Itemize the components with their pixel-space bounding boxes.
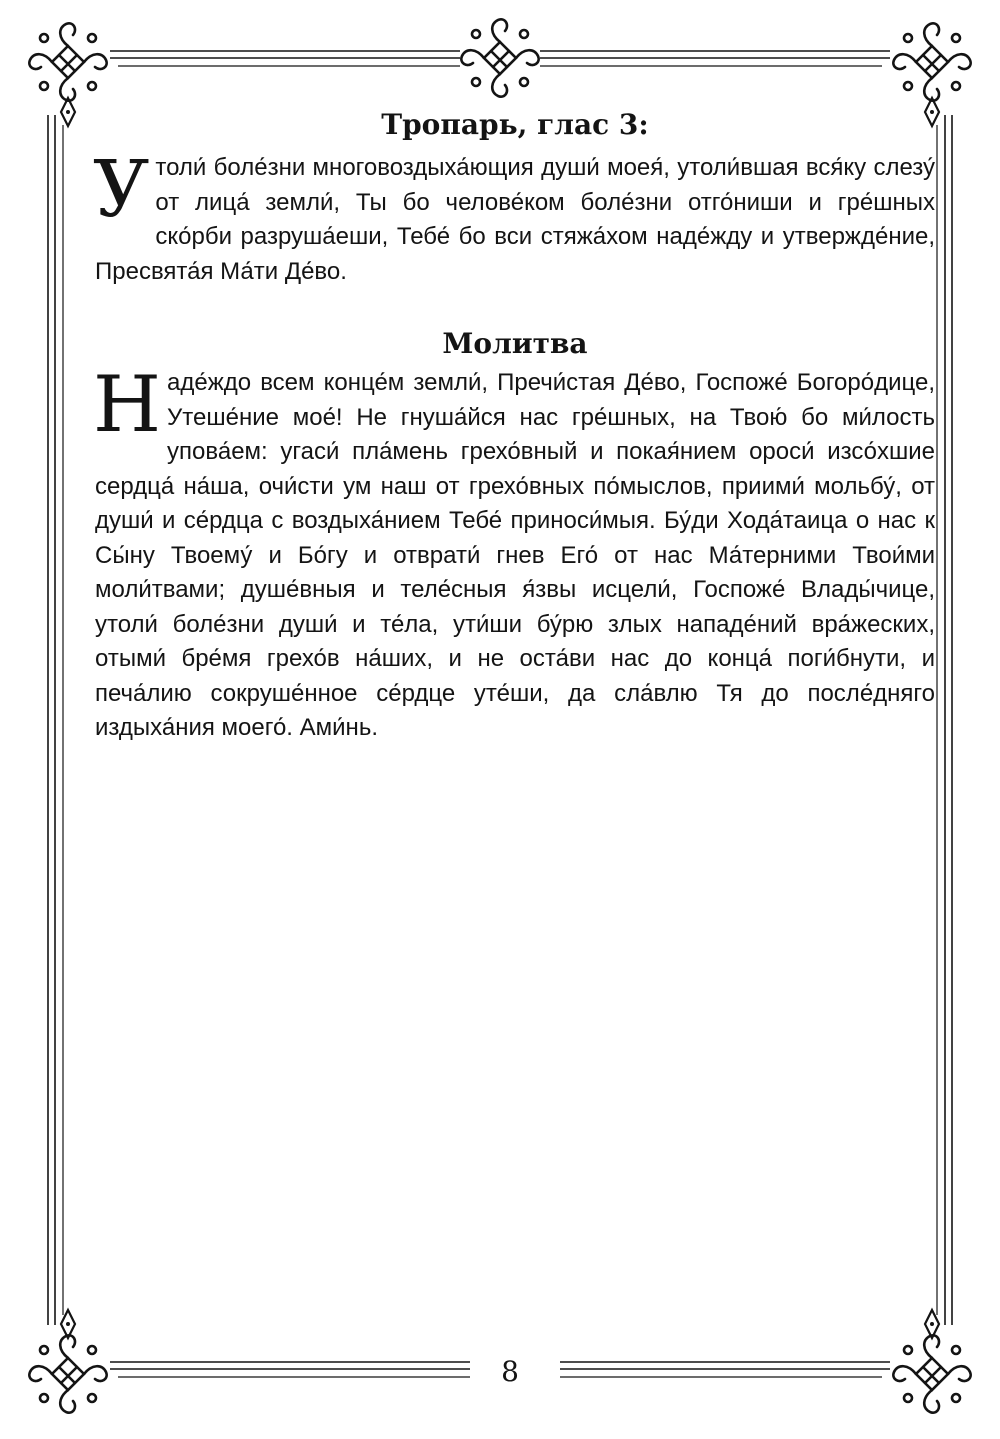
troparion-title: Тропарь, глас 3: — [381, 108, 649, 141]
top-center-ornament — [461, 19, 538, 96]
corner-ornament-top-left — [29, 23, 106, 100]
page-number: 8 — [501, 1355, 519, 1388]
troparion-drop-cap: У — [93, 145, 150, 235]
prayer-text — [93, 360, 935, 746]
prayer-drop-cap: Н — [93, 360, 162, 450]
corner-ornament-top-right — [893, 23, 970, 100]
prayer-title: Молитва — [442, 327, 588, 360]
corner-ornament-bottom-left — [29, 1335, 106, 1412]
page-content — [95, 108, 935, 746]
troparion-body: толи́ боле́зни многовоздыха́ющия души́ моея́, утоли́вшая вся́ку слезу́ от лица́ земли́, Ты бо челове́ком боле́зни отго́ниши и гре́шных ско́рби разруша́еши, Тебе́ бо вси стяжа́хом наде́жду и утвержде́ние, Пресвята́я Ма́ти Де́во. — [95, 154, 935, 285]
corner-ornament-bottom-right — [893, 1335, 970, 1412]
troparion-text — [93, 145, 935, 289]
prayer-body: аде́ждо всем конце́м земли́, Пречи́стая Де́во, Госпоже́ Богоро́дице, Утеше́ние мое́! Не гнуша́йся нас гре́шных, на Твою́ бо ми́лость упова́ем: угаси́ пла́мень грехо́вный и покая́нием ороси́ изсо́хшие сердца́ на́ша, очи́сти ум наш от грехо́вных по́мыслов, приими́ мольбу́, от души́ и се́рдца с воздыха́нием Тебе́ приноси́мыя. Бу́ди Хода́таица о нас к Сы́ну Твоему́ и Бо́гу и отврати́ гнев Его́ от нас Ма́терними Твои́ми моли́твами; душе́вныя и теле́сныя я́звы исцели́, Госпоже́ Влады́чице, утоли́ боле́зни души́ и те́ла, ути́ши бу́рю злых нападе́ний вра́жеских, отыми́ бре́мя грехо́в на́ших, и не оста́ви нас до конца́ поги́бнути, и печа́лию сокруше́нное се́рдце уте́ши, да сла́влю Тя до после́дняго издыха́ния моего́. Ами́нь. — [95, 369, 935, 741]
